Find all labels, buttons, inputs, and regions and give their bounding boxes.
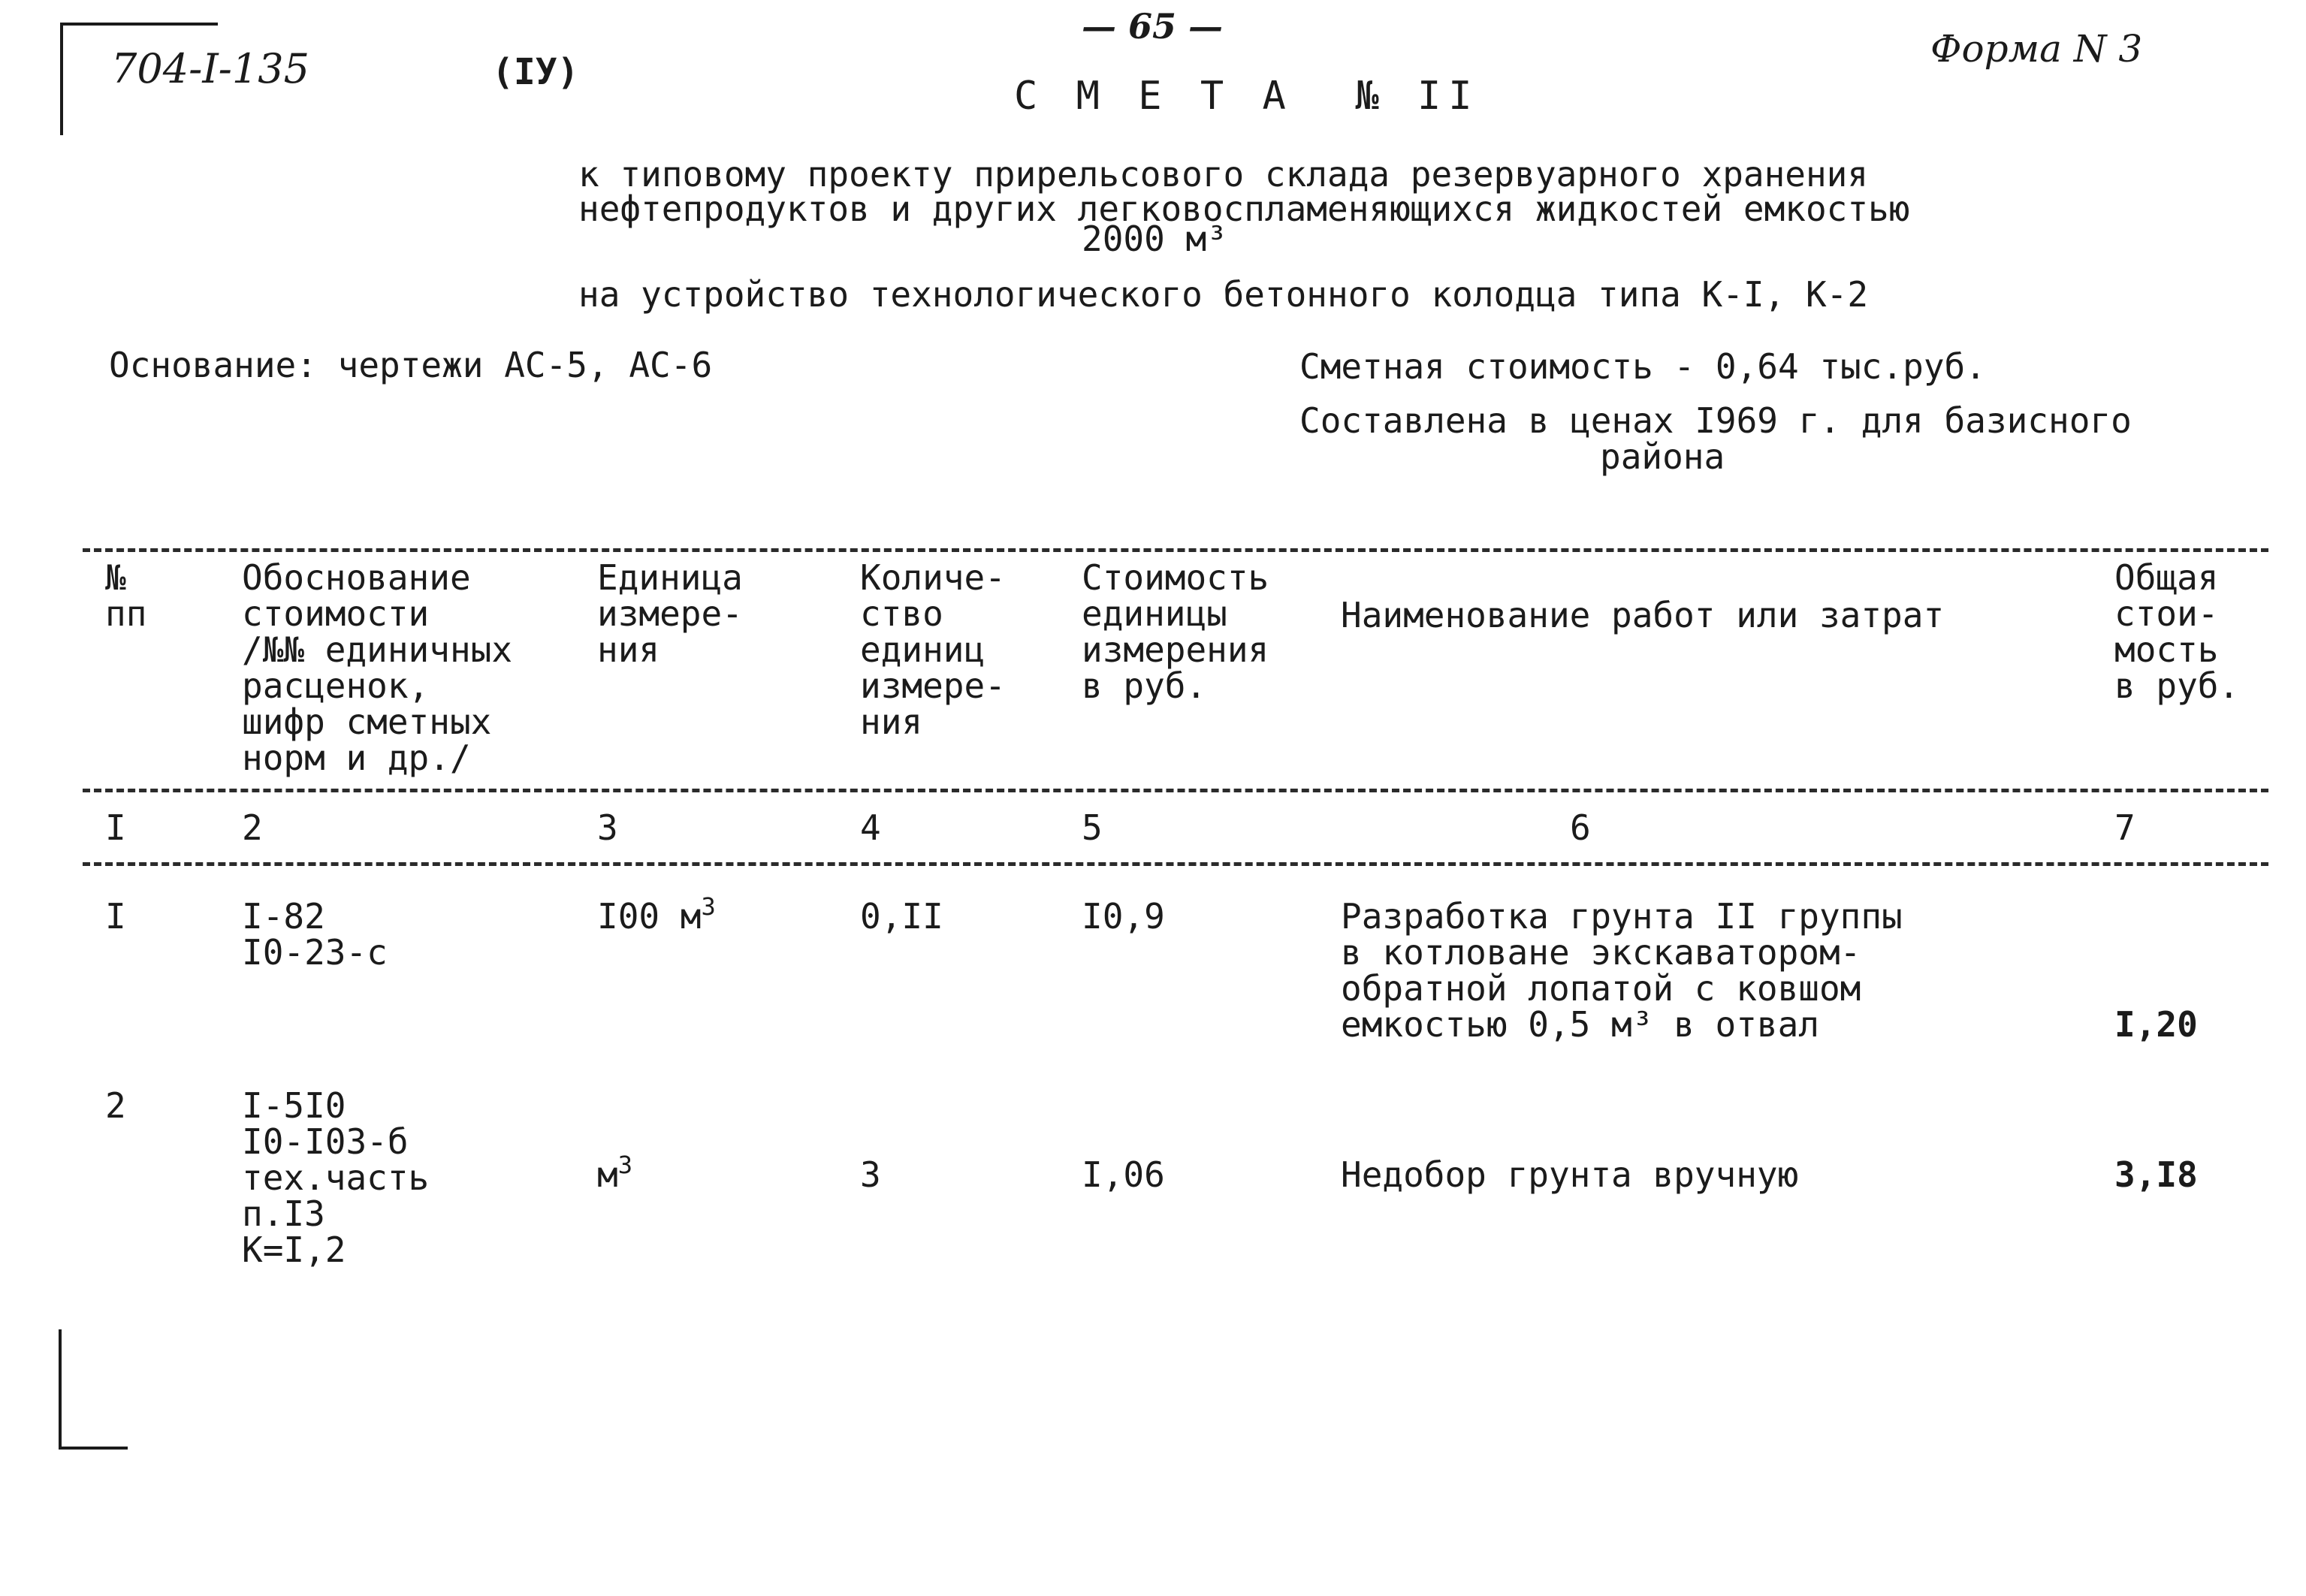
row-2-quantity: 3: [860, 1154, 881, 1195]
subtitle-line-1: к типовому проекту прирельсового склада резервуарного хранения: [578, 154, 1869, 195]
column-number-6: 6: [1570, 807, 1591, 848]
corner-mark-top-horizontal: [60, 23, 218, 26]
row-2-total: 3,I8: [2114, 1154, 2198, 1195]
header-col-unit-cost: Стоимость единицы измерения в руб.: [1082, 557, 1269, 706]
header-col-basis: Обоснование стоимости /№№ единичных расценок, шифр сметных норм и др./: [242, 557, 513, 778]
row-2-number: 2: [105, 1085, 126, 1126]
column-number-4: 4: [860, 807, 881, 848]
row-1-basis: I-82 I0-23-с: [242, 896, 388, 973]
subtitle-line-4: на устройство технологического бетонного колодца типа К-I, К-2: [578, 274, 1869, 315]
column-number-3: 3: [597, 807, 618, 848]
price-note-line-2: района: [1600, 436, 1725, 477]
row-1-unit-cost: I0,9: [1082, 896, 1165, 937]
price-note-line-1: Составлена в ценах I969 г. для базисного: [1299, 400, 2132, 441]
document-title: С М Е Т А № II: [1014, 74, 1480, 119]
column-number-5: 5: [1082, 807, 1103, 848]
corner-mark-bottom-horizontal: [59, 1447, 128, 1450]
row-1-number: I: [105, 896, 126, 937]
header-col-unit: Единица измере- ния: [597, 557, 743, 670]
form-label: Форма N 3: [1930, 27, 2143, 71]
document-code: 704-I-135: [111, 45, 309, 92]
header-col-description: Наименование работ или затрат: [1341, 595, 1945, 635]
column-number-2: 2: [242, 807, 263, 848]
table-rule-top: [83, 548, 2268, 552]
corner-mark-bottom-vertical: [59, 1329, 62, 1450]
row-1-unit: I00 $м^3$: [597, 892, 716, 937]
header-col-number: № пп: [105, 557, 147, 634]
row-1-total: I,20: [2114, 1004, 2198, 1045]
estimate-cost: Сметная стоимость - 0,64 тыс.руб.: [1299, 346, 1986, 387]
basis-drawings: Основание: чертежи АС-5, АС-6: [109, 345, 713, 385]
row-1-quantity: 0,II: [860, 896, 943, 937]
row-1-description: Разработка грунта II группы в котловане экскаватором- обратной лопатой с ковшом емкостью 0,5 м³ в отвал: [1341, 896, 1903, 1045]
table-rule-header-bottom: [83, 789, 2268, 792]
subtitle-line-3: 2000 м³: [1082, 219, 1227, 259]
row-2-basis: I-5I0 I0-I03-б тех.часть п.I3 К=I,2: [242, 1085, 430, 1270]
page-number: — 65 —: [1082, 6, 1224, 47]
row-2-description: Недобор грунта вручную: [1341, 1154, 1799, 1195]
header-col-quantity: Количе- ство единиц измере- ния: [860, 557, 1006, 742]
table-rule-numbers-bottom: [83, 862, 2268, 866]
row-2-unit: $м^3$: [597, 1151, 632, 1195]
corner-mark-top-vertical: [60, 23, 63, 135]
column-number-1: I: [105, 807, 126, 848]
row-2-unit-cost: I,06: [1082, 1154, 1165, 1195]
column-number-7: 7: [2114, 807, 2135, 848]
header-col-total: Общая стои- мость в руб.: [2114, 557, 2240, 706]
subtitle-line-2: нефтепродуктов и других легковоспламеняющихся жидкостей емкостью: [578, 189, 1910, 229]
part-label: (IУ): [492, 51, 579, 93]
